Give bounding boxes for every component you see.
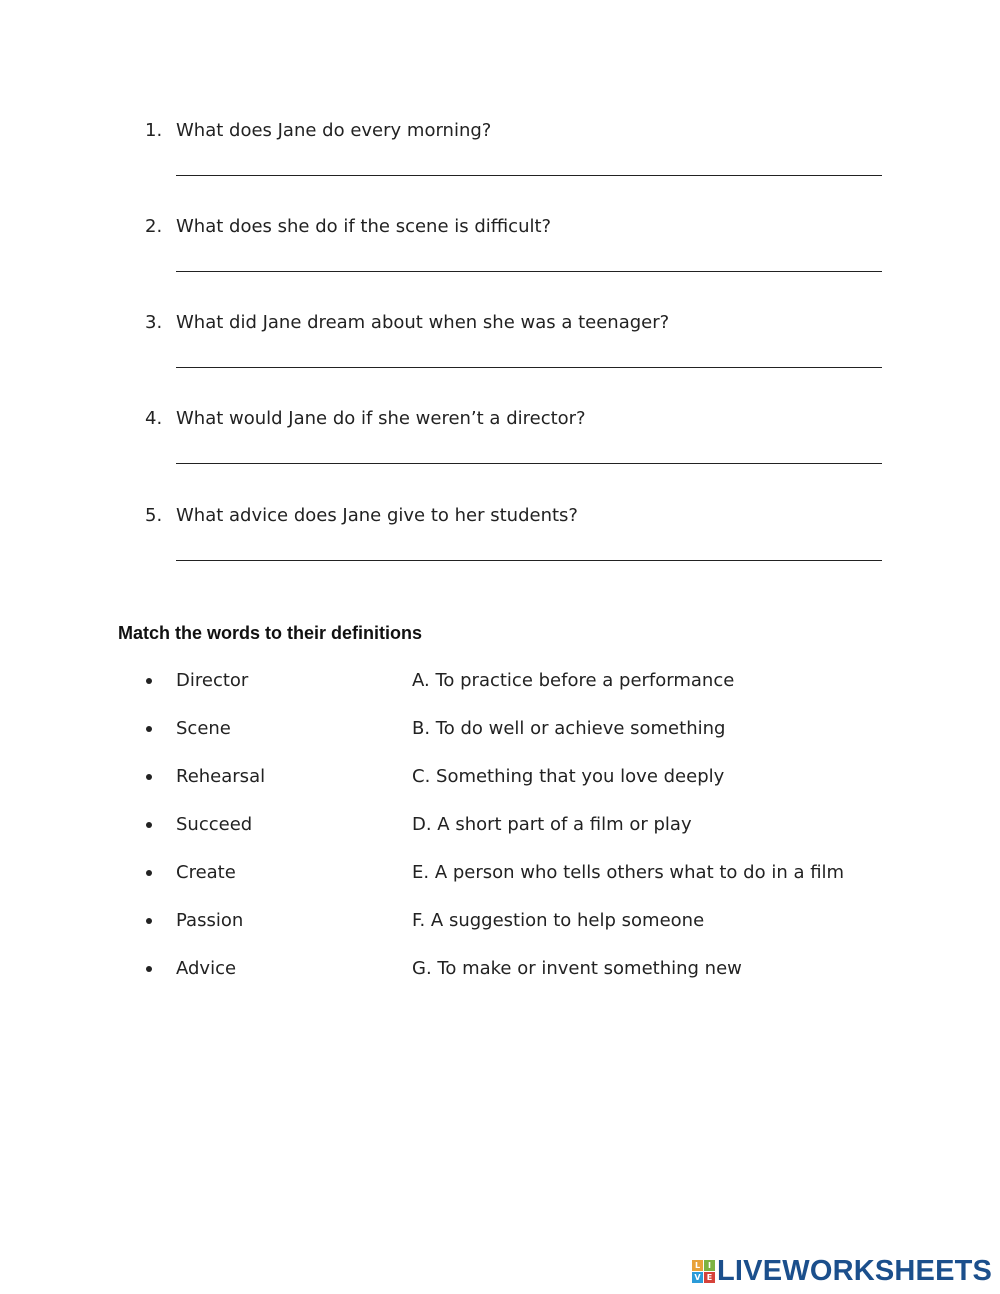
- liveworksheets-logo[interactable]: [692, 1256, 992, 1286]
- bullet-icon: [146, 774, 152, 780]
- question-number: 5.: [145, 505, 163, 526]
- bullet-icon: [146, 918, 152, 924]
- bullet-icon: [146, 678, 152, 684]
- answer-line-4[interactable]: [176, 463, 882, 464]
- match-definition: C. Something that you love deeply: [412, 766, 725, 787]
- match-row: [146, 861, 886, 885]
- match-row: [146, 717, 886, 741]
- question-number: 2.: [145, 216, 163, 237]
- answer-line-2[interactable]: [176, 271, 882, 272]
- answer-line-3[interactable]: [176, 367, 882, 368]
- matching-heading: Match the words to their definitions: [118, 623, 423, 643]
- match-definition: F. A suggestion to help someone: [412, 910, 705, 931]
- question-text: What did Jane dream about when she was a teenager?: [176, 312, 670, 333]
- match-definition: E. A person who tells others what to do in a film: [412, 862, 845, 883]
- bullet-icon: [146, 726, 152, 732]
- match-row: [146, 765, 886, 789]
- logo-blocks-icon: [692, 1260, 715, 1283]
- match-word: Advice: [176, 958, 237, 979]
- match-row: [146, 669, 886, 693]
- answer-line-1[interactable]: [176, 175, 882, 176]
- match-word: Director: [176, 670, 249, 691]
- match-word: Succeed: [176, 814, 253, 835]
- answer-line-5[interactable]: [176, 560, 882, 561]
- match-definition: A. To practice before a performance: [412, 670, 735, 691]
- bullet-icon: [146, 870, 152, 876]
- match-row: [146, 957, 886, 981]
- bullet-icon: [146, 822, 152, 828]
- match-definition: G. To make or invent something new: [412, 958, 742, 979]
- logo-text: LIVEWORKSHEETS: [717, 1255, 993, 1287]
- match-word: Create: [176, 862, 236, 883]
- logo-block: E: [704, 1272, 715, 1283]
- question-number: 3.: [145, 312, 163, 333]
- question-text: What does she do if the scene is difficult?: [176, 216, 552, 237]
- question-number: 1.: [145, 120, 163, 141]
- logo-block: L: [692, 1260, 703, 1271]
- logo-block: V: [692, 1272, 703, 1283]
- bullet-icon: [146, 966, 152, 972]
- question-number: 4.: [145, 408, 163, 429]
- match-word: Scene: [176, 718, 231, 739]
- question-text: What does Jane do every morning?: [176, 120, 492, 141]
- question-text: What advice does Jane give to her students?: [176, 505, 578, 526]
- match-definition: D. A short part of a film or play: [412, 814, 692, 835]
- match-definition: B. To do well or achieve something: [412, 718, 726, 739]
- question-text: What would Jane do if she weren’t a director?: [176, 408, 586, 429]
- logo-block: I: [704, 1260, 715, 1271]
- match-word: Passion: [176, 910, 244, 931]
- match-word: Rehearsal: [176, 766, 266, 787]
- match-row: [146, 909, 886, 933]
- match-row: [146, 813, 886, 837]
